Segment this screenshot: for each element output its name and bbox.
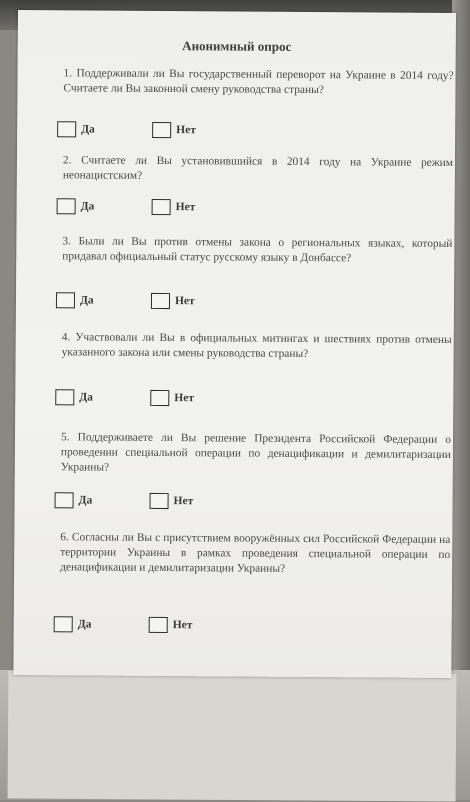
question-3: 3. Были ли Вы против отмены закона о региональных языках, который придавал официальный статус русскому языку в Донбассе? — [62, 235, 453, 265]
answer-yes-3[interactable] — [56, 292, 94, 308]
yes-label-2: Да — [80, 200, 95, 213]
question-6: 6. Согласны ли Вы с присутствием вооружённых сил Российской Федерации на территории Украины в рамках проведения специальной операции по денацификации и демилитаризации Украины? — [60, 531, 451, 575]
answer-no-5[interactable] — [150, 493, 194, 509]
answer-no-4[interactable] — [150, 390, 194, 406]
question-2: 2. Считаете ли Вы установившийся в 2014 году на Украине режим неонацистским? — [62, 154, 453, 182]
answers-6 — [54, 616, 354, 640]
question-5: 5. Поддерживаете ли Вы решение Президента Российской Федерации о проведении специальной операции по денацификации и демилитаризации Украины? — [60, 431, 452, 474]
question-1: 1. Поддерживали ли Вы государственный переворот на Украине в 2014 году? Считаете ли Вы законной смену руководства страны? — [63, 67, 454, 97]
no-label-4: Нет — [174, 392, 195, 405]
answer-no-2[interactable] — [152, 199, 196, 215]
answers-3 — [56, 292, 356, 316]
yes-label-5: Да — [78, 494, 93, 507]
answers-1 — [57, 121, 357, 145]
survey-sheet — [13, 10, 456, 678]
checkbox-yes-1[interactable] — [57, 121, 76, 137]
answer-yes-1[interactable] — [57, 121, 95, 137]
checkbox-yes-5[interactable] — [55, 492, 74, 508]
checkbox-no-1[interactable] — [152, 122, 171, 138]
yes-label-6: Да — [77, 618, 92, 631]
answers-4 — [55, 389, 355, 413]
answer-yes-2[interactable] — [57, 198, 95, 214]
survey-title: Анонимный опрос — [182, 38, 292, 54]
yes-label-4: Да — [79, 391, 94, 404]
answer-yes-4[interactable] — [55, 389, 93, 405]
answer-no-3[interactable] — [151, 293, 195, 309]
answers-2 — [57, 198, 357, 222]
no-label-1: Нет — [176, 124, 196, 137]
checkbox-no-2[interactable] — [152, 199, 171, 215]
checkbox-no-5[interactable] — [150, 493, 169, 509]
checkbox-yes-4[interactable] — [55, 389, 74, 405]
answer-yes-5[interactable] — [55, 492, 93, 508]
answers-5 — [54, 492, 354, 516]
no-label-2: Нет — [175, 201, 196, 214]
answer-no-6[interactable] — [149, 617, 193, 633]
no-label-3: Нет — [174, 295, 195, 308]
question-4: 4. Участвовали ли Вы в официальных митингах и шествиях против отмены указанного закона или смены руководства страны? — [61, 331, 452, 361]
checkbox-yes-2[interactable] — [57, 198, 76, 214]
checkbox-no-4[interactable] — [150, 390, 169, 406]
sheet-lower-area — [8, 670, 457, 801]
yes-label-3: Да — [79, 294, 94, 307]
no-label-5: Нет — [173, 495, 194, 508]
answer-yes-6[interactable] — [54, 616, 92, 632]
answer-no-1[interactable] — [152, 122, 196, 138]
checkbox-no-3[interactable] — [151, 293, 170, 309]
checkbox-yes-3[interactable] — [56, 292, 75, 308]
no-label-6: Нет — [172, 619, 193, 632]
checkbox-no-6[interactable] — [149, 617, 168, 633]
yes-label-1: Да — [81, 123, 95, 136]
checkbox-yes-6[interactable] — [54, 616, 73, 632]
